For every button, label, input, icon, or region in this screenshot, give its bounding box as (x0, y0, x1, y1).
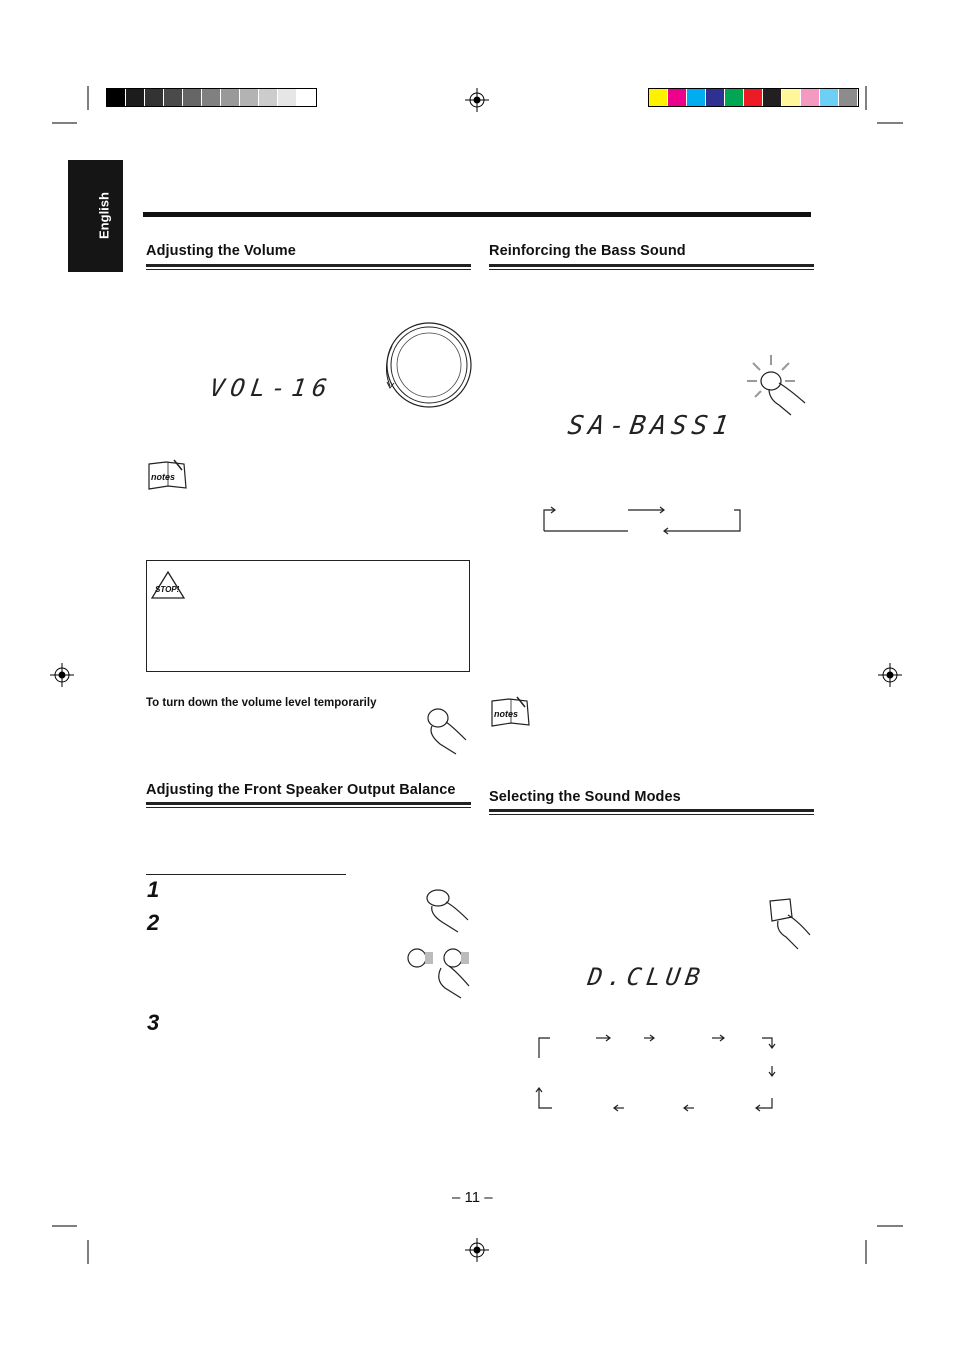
balance-buttons-icon (405, 946, 473, 1000)
notes-icon (146, 458, 190, 492)
top-rule (143, 212, 811, 217)
bass-heading-rule (489, 264, 814, 270)
stop-label: STOP! (155, 585, 180, 594)
calibration-swatch (668, 89, 687, 106)
calibration-swatch (782, 89, 801, 106)
volume-heading: Adjusting the Volume (146, 243, 296, 259)
calibration-swatch (107, 89, 126, 106)
bass-display: SA-BASS1 (565, 411, 736, 441)
calibration-swatch (706, 89, 725, 106)
notes-label: notes (151, 472, 176, 482)
calibration-swatch (183, 89, 202, 106)
calibration-swatch (763, 89, 782, 106)
sound-mode-cycle-diagram (534, 1030, 778, 1114)
calibration-swatch (801, 89, 820, 106)
bass-heading: Reinforcing the Bass Sound (489, 243, 686, 259)
balance-sub-rule (146, 874, 346, 875)
temporary-mute-note: To turn down the volume level temporarily (146, 697, 377, 709)
sound-mode-display: D.CLUB (586, 963, 707, 991)
balance-step-2: 2 (147, 910, 160, 935)
bass-mode-cycle-diagram (540, 500, 746, 536)
caution-box (146, 560, 470, 672)
calibration-swatch (649, 89, 668, 106)
page-number: – 11 – (452, 1189, 493, 1206)
press-square-button-icon (762, 895, 812, 951)
calibration-swatch (278, 89, 297, 106)
calibration-swatch (820, 89, 839, 106)
calibration-swatch (126, 89, 145, 106)
calibration-swatch (202, 89, 221, 106)
gray-calibration-bar (106, 88, 317, 107)
calibration-swatch (240, 89, 259, 106)
calibration-swatch (297, 89, 316, 106)
calibration-swatch (221, 89, 240, 106)
volume-display: VOL-16 (208, 374, 335, 402)
volume-heading-rule (146, 264, 471, 270)
calibration-swatch (164, 89, 183, 106)
stop-warning-icon (150, 570, 186, 602)
color-calibration-bar (648, 88, 859, 107)
calibration-swatch (839, 89, 858, 106)
flashing-button-icon (745, 355, 811, 419)
language-tab (68, 160, 123, 272)
press-button-icon (420, 704, 472, 756)
calibration-swatch (687, 89, 706, 106)
balance-step-1: 1 (147, 877, 160, 902)
notes-icon (489, 695, 533, 729)
balance-heading: Adjusting the Front Speaker Output Balance (146, 782, 456, 798)
balance-step-3: 3 (147, 1010, 160, 1035)
calibration-swatch (725, 89, 744, 106)
calibration-swatch (744, 89, 763, 106)
balance-heading-rule (146, 802, 471, 808)
calibration-swatch (145, 89, 164, 106)
sound-modes-heading: Selecting the Sound Modes (489, 789, 681, 805)
volume-knob-icon (380, 318, 475, 413)
press-button-icon (420, 886, 472, 934)
notes-label: notes (494, 709, 519, 719)
sound-modes-heading-rule (489, 809, 814, 815)
calibration-swatch (259, 89, 278, 106)
language-label: English (96, 192, 112, 239)
